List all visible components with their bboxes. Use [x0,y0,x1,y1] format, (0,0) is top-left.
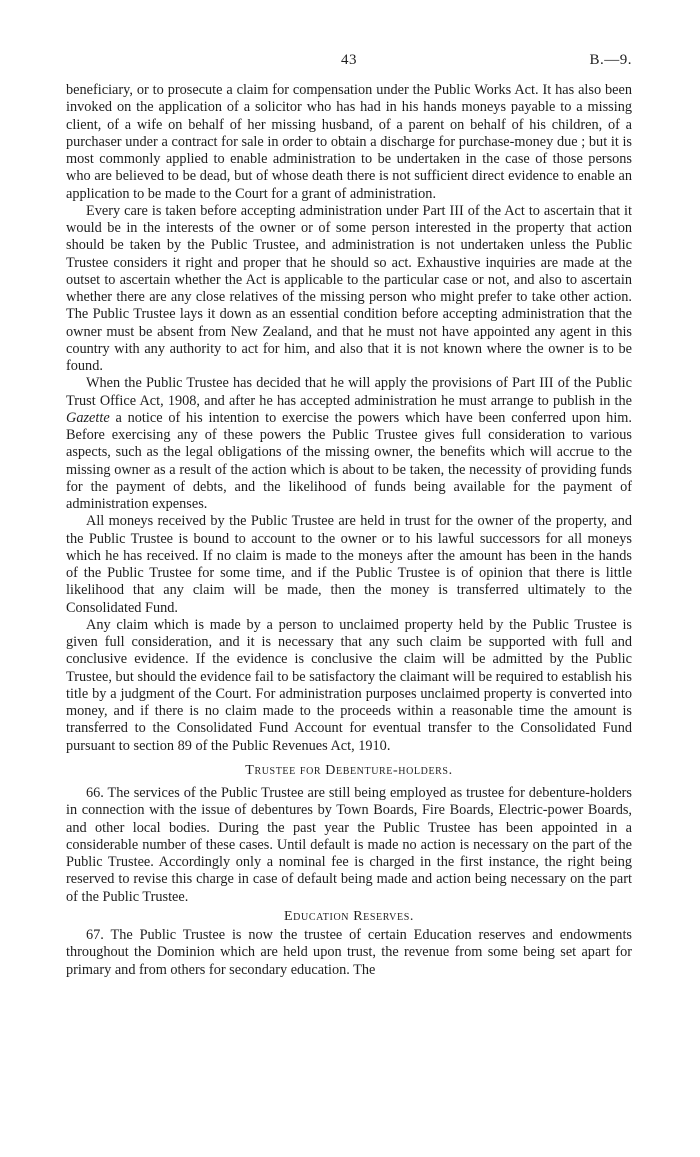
paragraph-debentures: 66. The services of the Public Trustee are still being employed as trustee for debenture-holders in connection with the issue of debentures by Town Boards, Fire Boards, Electric-power Boards, and other local bodies. During the past year the Public Trustee has been appointed in a considerable number of these cases. Until default is made no action is necessary on the part of the Public Trustee. Accordingly only a nominal fee is charged in the first instance, the right being reserved to revise this charge in case of default being made and action being necessary on the part of the Public Trustee. [66,785,632,905]
paragraph-education: 67. The Public Trustee is now the trustee of certain Education reserves and endowments throughout the Dominion which are held upon trust, the revenue from some being set apart for primary and from others for secondary education. The [66,927,632,978]
document-reference: B.—9. [589,52,632,68]
gazette-italic: Gazette [66,409,110,426]
paragraph-continuation: beneficiary, or to prosecute a claim for compensation under the Public Works Act. It has also been invoked on the application of a solicitor who has had in his hands moneys payable to a missing client, of a wife on behalf of her missing husband, of a parent on behalf of his children, of a purchaser under a contract for sale in order to obtain a discharge for purchase-money due ; but it is most commonly applied to enable administration to be undertaken in the case of those persons who are believed to be dead, but of whose death there is not sufficient direct evidence to enable an application to be made to the Court for a grant of administration. [66,82,632,202]
heading-debenture-holders: Trustee for Debenture-holders. [245,762,453,778]
gazette-text-before: When the Public Trustee has decided that he will apply the provisions of Part III of the Public Trust Office Act, 1908, and after he has accepted administration he must arrange to publish in the [66,375,632,409]
gazette-text-after: a notice of his intention to exercise the powers which have been conferred upon him. Before exercising any of these powers the Public Trustee gives full consideration to various aspects, such as the legal obligations of the missing owner, the benefits which will accrue to the missing owner as a result of the action which is about to be taken, the necessity of providing funds for the payment of debts, and the likelihood of funds being available for the payment of administration expenses. [66,409,632,512]
body-text [66,82,632,979]
page-number: 43 [341,52,357,68]
paragraph-gazette-notice [66,375,632,513]
document-page [66,52,632,979]
paragraph-every-care: Every care is taken before accepting administration under Part III of the Act to ascertain that it would be in the interests of the owner or of some person interested in the property that action should be taken by the Public Trustee, and administration is not undertaken unless the Public Trustee considers it right and proper that he should so act. Exhaustive inquiries are made at the outset to ascertain whether the Act is applicable to the particular case or not, and also to ascertain whether there are any close relatives of the missing person who might prefer to take other action. The Public Trustee lays it down as an essential condition before accepting administration that the owner must be absent from New Zealand, and that he must not have appointed any agent in this country with any authority to act for him, and also that it is not known where the owner is to be found. [66,202,632,374]
paragraph-moneys-received: All moneys received by the Public Trustee are held in trust for the owner of the property, and the Public Trustee is bound to account to the owner or to his lawful successors for all moneys which he has received. If no claim is made to the moneys after the amount has been in the hands of the Public Trustee for some time, and if the Public Trustee is of opinion that there is little likelihood that any claim will be made, then the money is transferred ultimately to the Consolidated Fund. [66,513,632,616]
page-header [66,52,632,82]
paragraph-claims: Any claim which is made by a person to unclaimed property held by the Public Trustee is given full consideration, and it is necessary that any such claim be supported with full and conclusive evidence. If the evidence is conclusive the claim will be admitted by the Public Trustee, but should the evidence fail to be satisfactory the claimant will be required to establish his title by a judgment of the Court. For administration purposes unclaimed property is converted into money, and if there is no claim made to the proceeds within a reasonable time the amount is transferred to the Consolidated Fund Account for eventual transfer to the Consolidated Fund pursuant to section 89 of the Public Revenues Act, 1910. [66,616,632,754]
heading-education-reserves: Education Reserves. [284,908,414,924]
